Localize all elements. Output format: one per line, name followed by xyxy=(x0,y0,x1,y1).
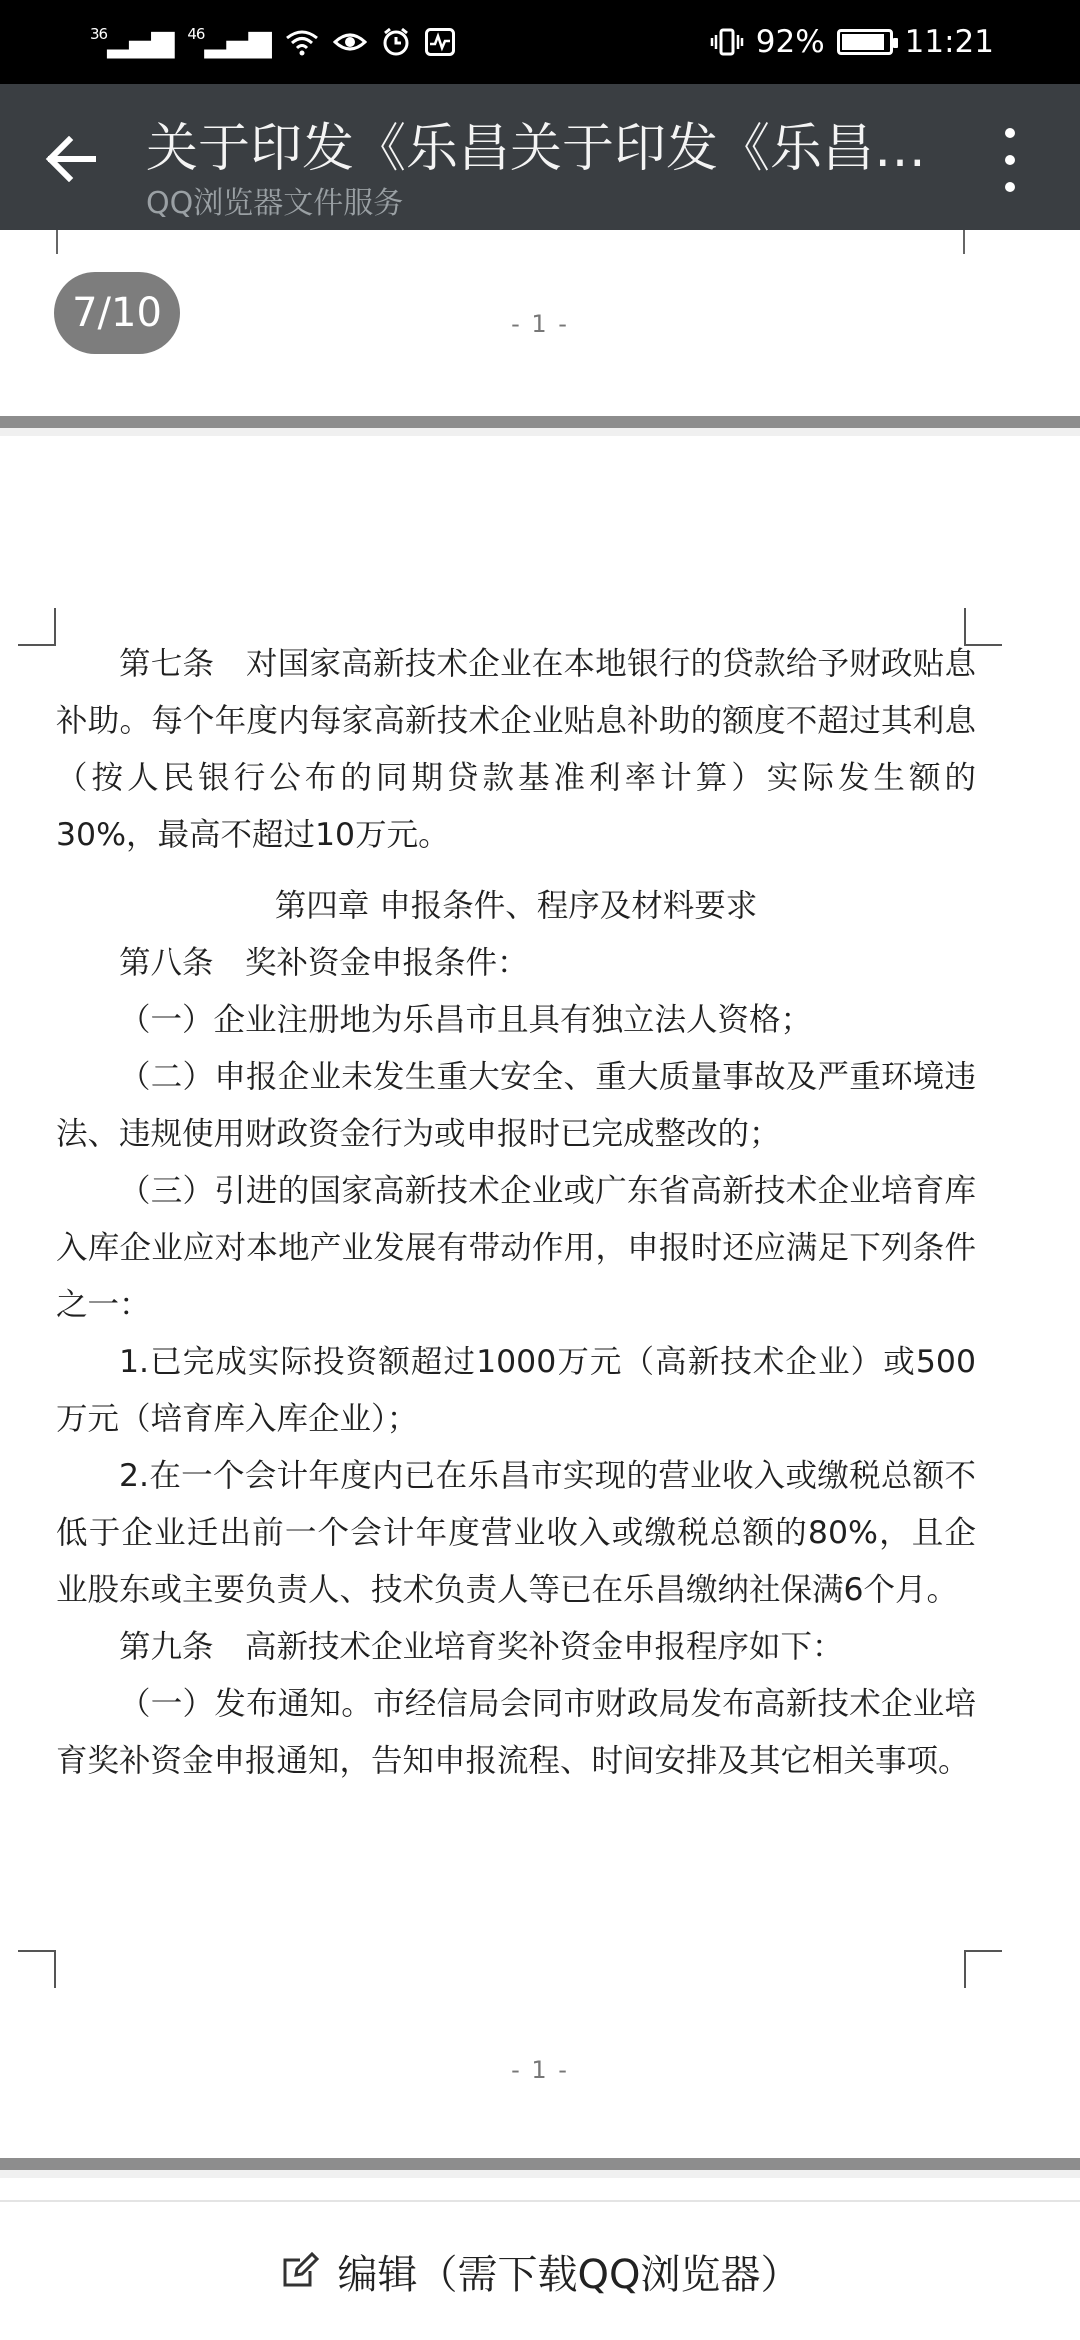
crop-mark xyxy=(963,230,965,254)
battery-percent: 92% xyxy=(755,24,825,60)
edit-button[interactable] xyxy=(0,2200,1080,2340)
document-body xyxy=(56,636,976,1790)
paragraph: 1.已完成实际投资额超过1000万元（高新技术企业）或500万元（培育库入库企业）； xyxy=(56,1344,976,1437)
edit-label: 编辑（需下载QQ浏览器） xyxy=(337,2251,801,2298)
battery-icon xyxy=(837,29,893,55)
vibrate-icon xyxy=(710,27,744,57)
more-dot-icon xyxy=(1005,155,1015,165)
signal-icon-1: $^{36}$▂▄▆ xyxy=(90,24,174,59)
document-subtitle: QQ浏览器文件服务 xyxy=(146,186,404,221)
document-title: 关于印发《乐昌关于印发《乐昌… xyxy=(146,119,927,179)
status-left xyxy=(90,24,455,59)
back-button[interactable] xyxy=(36,124,106,194)
edit-icon xyxy=(280,2251,320,2291)
page-separator xyxy=(0,416,1080,428)
page-indicator: 7/10 xyxy=(54,272,180,354)
crop-mark xyxy=(964,1950,1002,1988)
crop-mark xyxy=(56,230,58,254)
more-dot-icon xyxy=(1005,182,1015,192)
paragraph: （一）发布通知。市经信局会同市财政局发布高新技术企业培育奖补资金申报通知，告知申报流程、时间安排及其它相关事项。 xyxy=(56,1686,976,1779)
paragraph: 第八条 奖补资金申报条件： xyxy=(119,945,529,981)
paragraph: （一）企业注册地为乐昌市且具有独立法人资格； xyxy=(119,1002,813,1038)
signal-icon-2: $^{46}$▂▄▆ xyxy=(187,24,271,59)
wifi-icon xyxy=(285,28,319,56)
page-footer-number: - 1 - xyxy=(511,2056,569,2084)
document-viewer[interactable] xyxy=(0,230,1080,2200)
chapter-heading: 第四章 申报条件、程序及材料要求 xyxy=(274,888,758,924)
page-footer-number: - 1 - xyxy=(511,310,569,338)
page-separator xyxy=(0,2158,1080,2170)
paragraph: 2.在一个会计年度内已在乐昌市实现的营业收入或缴税总额不低于企业迁出前一个会计年度营业收入或缴税总额的80%，且企业股东或主要负责人、技术负责人等已在乐昌缴纳社保满6个月。 xyxy=(56,1458,976,1608)
status-right xyxy=(710,24,994,60)
crop-mark xyxy=(18,608,56,646)
paragraph: 第九条 高新技术企业培育奖补资金申报程序如下： xyxy=(119,1629,844,1665)
paragraph: （三）引进的国家高新技术企业或广东省高新技术企业培育库入库企业应对本地产业发展有带动作用，申报时还应满足下列条件之一： xyxy=(56,1173,976,1323)
paragraph: （二）申报企业未发生重大安全、重大质量事故及严重环境违法、违规使用财政资金行为或申报时已完成整改的； xyxy=(56,1059,976,1152)
arrow-left-icon xyxy=(45,136,97,182)
paragraph: 第七条 对国家高新技术企业在本地银行的贷款给予财政贴息补助。每个年度内每家高新技术企业贴息补助的额度不超过其利息（按人民银行公布的同期贷款基准利率计算）实际发生额的30%，最高不超过10万元。 xyxy=(56,646,976,853)
more-dot-icon xyxy=(1005,128,1015,138)
status-bar xyxy=(0,0,1080,84)
clock: 11:21 xyxy=(904,24,994,60)
more-options-button[interactable] xyxy=(985,122,1035,198)
alarm-icon xyxy=(381,27,411,57)
activity-icon xyxy=(425,28,455,56)
title-bar xyxy=(0,84,1080,230)
eye-icon xyxy=(333,30,367,54)
crop-mark xyxy=(18,1950,56,1988)
